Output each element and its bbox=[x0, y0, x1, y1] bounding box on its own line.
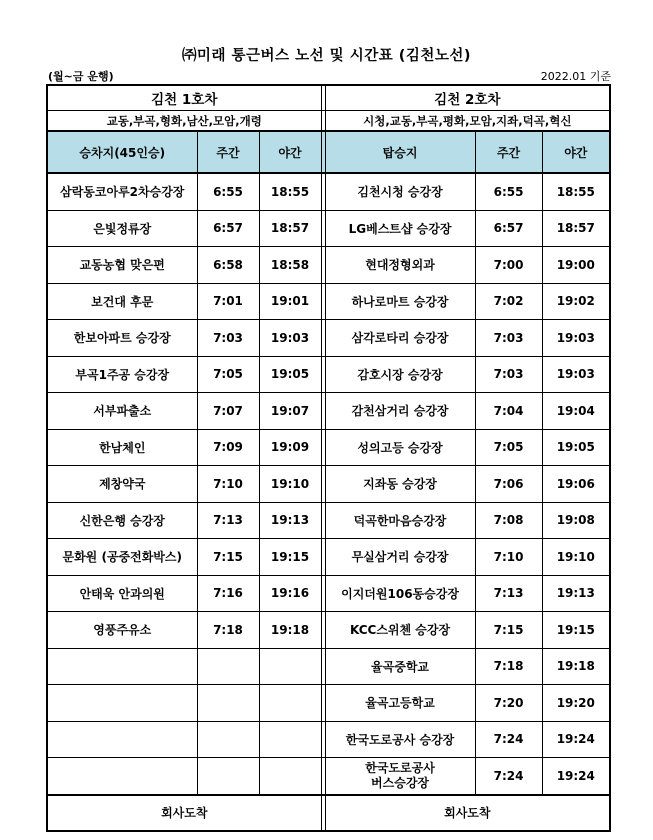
bus2-stop: LG베스트샵 승강장 bbox=[325, 210, 475, 247]
bus2-stop: 율곡중학교 bbox=[325, 648, 475, 685]
bus2-day-time: 7:20 bbox=[475, 685, 542, 722]
table-row bbox=[47, 539, 610, 576]
bus1-stop: 문화원 (공중전화박스) bbox=[47, 539, 197, 576]
bus2-header-day: 주간 bbox=[475, 131, 542, 173]
bus2-night-time: 19:03 bbox=[542, 320, 610, 357]
bus1-stop: 안태욱 안과의원 bbox=[47, 575, 197, 612]
bus2-stop: 한국도로공사 버스승강장 bbox=[325, 758, 475, 795]
bus2-day-time: 6:55 bbox=[475, 173, 542, 210]
table-row bbox=[47, 320, 610, 357]
bus1-name: 김천 1호차 bbox=[47, 85, 321, 111]
bus1-day-time: 7:05 bbox=[197, 356, 259, 393]
bus1-day-time: 6:55 bbox=[197, 173, 259, 210]
bus1-night-time: 19:05 bbox=[259, 356, 321, 393]
bus2-stop: 무실삼거리 승강장 bbox=[325, 539, 475, 576]
table-row bbox=[47, 247, 610, 284]
bus2-night-time: 19:06 bbox=[542, 466, 610, 503]
table-row bbox=[47, 283, 610, 320]
bus2-day-time: 7:06 bbox=[475, 466, 542, 503]
bus2-night-time: 19:08 bbox=[542, 502, 610, 539]
bus2-day-time: 7:24 bbox=[475, 758, 542, 795]
bus1-night-time: 19:01 bbox=[259, 283, 321, 320]
bus1-stop: 삼락동코아루2차승강장 bbox=[47, 173, 197, 210]
table-row bbox=[47, 393, 610, 430]
bus2-stop: 이지더원106동승강장 bbox=[325, 575, 475, 612]
bus1-stop bbox=[47, 758, 197, 795]
bus1-day-time: 7:07 bbox=[197, 393, 259, 430]
bus1-night-time: 19:03 bbox=[259, 320, 321, 357]
bus2-night-time: 19:13 bbox=[542, 575, 610, 612]
bus1-night-time: 19:16 bbox=[259, 575, 321, 612]
table-row bbox=[47, 356, 610, 393]
bus1-night-time bbox=[259, 758, 321, 795]
bus1-day-time: 7:10 bbox=[197, 466, 259, 503]
table-row bbox=[47, 721, 610, 758]
bus1-night-time: 19:18 bbox=[259, 612, 321, 649]
bus2-stop: 한국도로공사 승강장 bbox=[325, 721, 475, 758]
bus2-stop: 삼각로타리 승강장 bbox=[325, 320, 475, 357]
bus2-day-time: 6:57 bbox=[475, 210, 542, 247]
bus2-day-time: 7:05 bbox=[475, 429, 542, 466]
bus1-day-time bbox=[197, 685, 259, 722]
bus1-stop: 한남체인 bbox=[47, 429, 197, 466]
bus2-night-time: 19:24 bbox=[542, 758, 610, 795]
bus2-night-time: 19:15 bbox=[542, 612, 610, 649]
bus2-day-time: 7:10 bbox=[475, 539, 542, 576]
bus2-day-time: 7:13 bbox=[475, 575, 542, 612]
bus2-name: 김천 2호차 bbox=[325, 85, 610, 111]
bus2-night-time: 19:24 bbox=[542, 721, 610, 758]
bus2-night-time: 19:00 bbox=[542, 247, 610, 284]
bus2-night-time: 19:03 bbox=[542, 356, 610, 393]
table-row bbox=[47, 502, 610, 539]
bus1-stop: 부곡1주공 승강장 bbox=[47, 356, 197, 393]
bus1-header-night: 야간 bbox=[259, 131, 321, 173]
bus2-day-time: 7:08 bbox=[475, 502, 542, 539]
bus2-night-time: 18:55 bbox=[542, 173, 610, 210]
bus2-areas: 시청,교동,부곡,평화,모암,지좌,덕곡,혁신 bbox=[325, 111, 610, 132]
bus2-day-time: 7:04 bbox=[475, 393, 542, 430]
arrival-row bbox=[47, 795, 610, 831]
bus1-day-time: 7:13 bbox=[197, 502, 259, 539]
bus1-day-time: 7:03 bbox=[197, 320, 259, 357]
bus1-night-time bbox=[259, 648, 321, 685]
bus2-night-time: 19:20 bbox=[542, 685, 610, 722]
table-row bbox=[47, 173, 610, 210]
bus1-areas: 교동,부곡,형화,남산,모암,개령 bbox=[47, 111, 321, 132]
bus2-day-time: 7:24 bbox=[475, 721, 542, 758]
bus1-stop bbox=[47, 685, 197, 722]
bus1-day-time bbox=[197, 648, 259, 685]
bus1-stop: 서부파출소 bbox=[47, 393, 197, 430]
bus1-night-time: 19:10 bbox=[259, 466, 321, 503]
bus1-day-time: 7:09 bbox=[197, 429, 259, 466]
bus2-night-time: 19:04 bbox=[542, 393, 610, 430]
bus2-night-time: 18:57 bbox=[542, 210, 610, 247]
reference-date: 2022.01 기준 bbox=[540, 70, 611, 83]
bus2-stop: 하나로마트 승강장 bbox=[325, 283, 475, 320]
bus-area-row bbox=[47, 111, 610, 132]
bus1-night-time bbox=[259, 685, 321, 722]
bus-name-row bbox=[47, 85, 610, 111]
bus2-stop: 현대정형외과 bbox=[325, 247, 475, 284]
bus1-stop: 영풍주유소 bbox=[47, 612, 197, 649]
bus1-day-time bbox=[197, 758, 259, 795]
table-row bbox=[47, 429, 610, 466]
table-row bbox=[47, 612, 610, 649]
bus1-night-time: 19:13 bbox=[259, 502, 321, 539]
bus1-night-time: 18:55 bbox=[259, 173, 321, 210]
table-row bbox=[47, 648, 610, 685]
bus1-day-time: 7:15 bbox=[197, 539, 259, 576]
bus1-day-time: 6:58 bbox=[197, 247, 259, 284]
bus2-arrival: 회사도착 bbox=[325, 795, 610, 831]
bus1-stop: 보건대 후문 bbox=[47, 283, 197, 320]
table-row bbox=[47, 466, 610, 503]
bus1-day-time: 7:18 bbox=[197, 612, 259, 649]
bus2-day-time: 7:02 bbox=[475, 283, 542, 320]
bus1-night-time: 18:57 bbox=[259, 210, 321, 247]
bus1-header-stop: 승차지(45인승) bbox=[47, 131, 197, 173]
table-row bbox=[47, 575, 610, 612]
bus2-stop: KCC스위첸 승강장 bbox=[325, 612, 475, 649]
bus1-night-time: 19:15 bbox=[259, 539, 321, 576]
bus1-arrival: 회사도착 bbox=[47, 795, 321, 831]
bus2-day-time: 7:15 bbox=[475, 612, 542, 649]
schedule-table bbox=[46, 84, 611, 832]
bus2-night-time: 19:02 bbox=[542, 283, 610, 320]
bus2-stop: 지좌동 승강장 bbox=[325, 466, 475, 503]
table-row bbox=[47, 758, 610, 795]
bus1-stop bbox=[47, 648, 197, 685]
bus2-day-time: 7:03 bbox=[475, 320, 542, 357]
bus1-night-time bbox=[259, 721, 321, 758]
bus2-stop: 감호시장 승강장 bbox=[325, 356, 475, 393]
bus1-stop bbox=[47, 721, 197, 758]
bus1-stop: 한보아파트 승강장 bbox=[47, 320, 197, 357]
bus1-stop: 은빛정류장 bbox=[47, 210, 197, 247]
bus1-night-time: 19:07 bbox=[259, 393, 321, 430]
bus2-header-night: 야간 bbox=[542, 131, 610, 173]
bus2-night-time: 19:18 bbox=[542, 648, 610, 685]
bus2-stop: 감천삼거리 승강장 bbox=[325, 393, 475, 430]
table-row bbox=[47, 210, 610, 247]
bus1-day-time: 7:16 bbox=[197, 575, 259, 612]
bus2-stop: 김천시청 승강장 bbox=[325, 173, 475, 210]
bus2-header-stop: 탑승지 bbox=[325, 131, 475, 173]
bus1-day-time bbox=[197, 721, 259, 758]
bus2-stop: 덕곡한마음승강장 bbox=[325, 502, 475, 539]
bus2-day-time: 7:00 bbox=[475, 247, 542, 284]
bus1-header-day: 주간 bbox=[197, 131, 259, 173]
bus1-stop: 제창약국 bbox=[47, 466, 197, 503]
header-row bbox=[47, 131, 610, 173]
bus2-day-time: 7:03 bbox=[475, 356, 542, 393]
bus1-night-time: 19:09 bbox=[259, 429, 321, 466]
bus1-night-time: 18:58 bbox=[259, 247, 321, 284]
page-title: ㈜미래 통근버스 노선 및 시간표 (김천노선) bbox=[181, 48, 472, 64]
schedule-days: (월~금 운행) bbox=[48, 70, 114, 83]
bus1-stop: 신한은행 승강장 bbox=[47, 502, 197, 539]
table-row bbox=[47, 685, 610, 722]
bus2-stop: 율곡고등학교 bbox=[325, 685, 475, 722]
bus1-day-time: 7:01 bbox=[197, 283, 259, 320]
bus2-night-time: 19:05 bbox=[542, 429, 610, 466]
bus1-stop: 교동농협 맞은편 bbox=[47, 247, 197, 284]
bus2-day-time: 7:18 bbox=[475, 648, 542, 685]
bus1-day-time: 6:57 bbox=[197, 210, 259, 247]
bus2-stop: 성의고등 승강장 bbox=[325, 429, 475, 466]
bus2-night-time: 19:10 bbox=[542, 539, 610, 576]
